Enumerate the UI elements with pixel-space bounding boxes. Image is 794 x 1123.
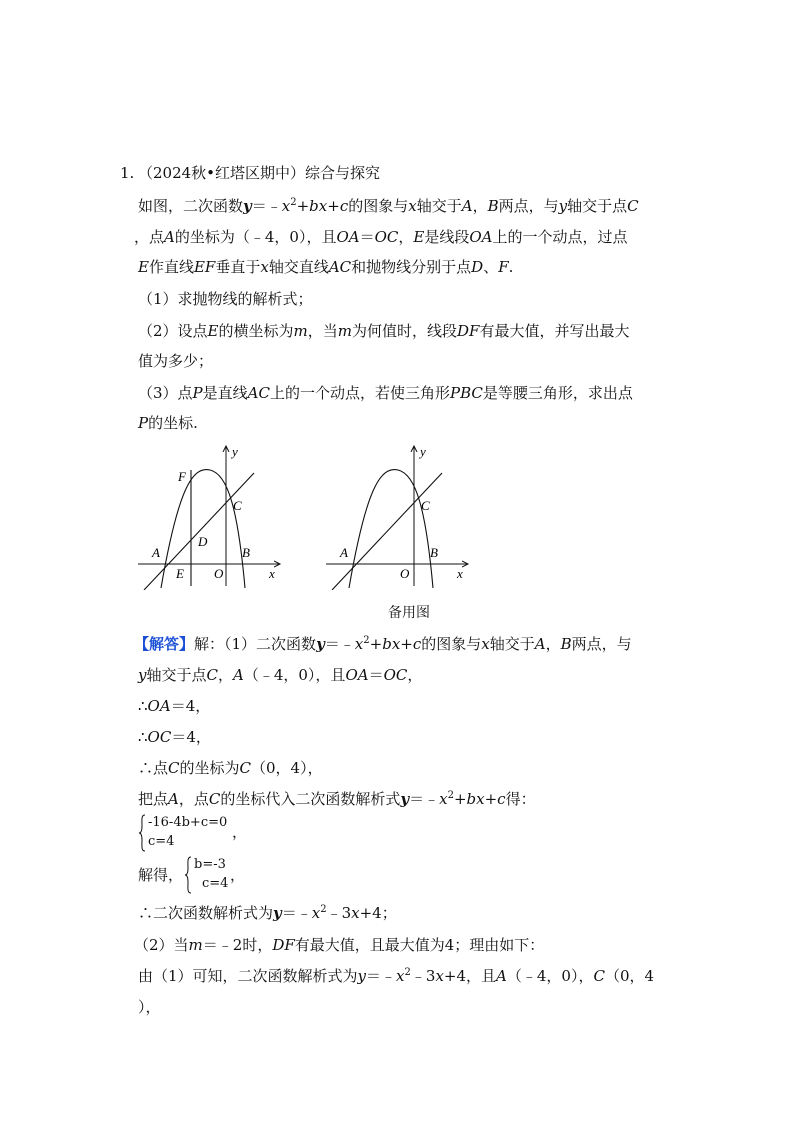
problem-source: （2024秋•红塔区期中）综合与探究 <box>138 164 381 182</box>
question-2-line-1: （2）设点E的横坐标为m，当m为何值时，线段DF有最大值，并写出最大 <box>138 322 630 340</box>
label-x: x <box>457 566 463 581</box>
solution-line-10: 由（1）可知，二次函数解析式为$y=﹣x^2﹣3x+4$，且A（﹣4，0），C（0，4 <box>138 967 655 985</box>
line-ac <box>144 473 254 590</box>
label-b: B <box>242 545 250 560</box>
line-ac <box>332 473 442 590</box>
solution-line-6: 把点A，点C的坐标代入二次函数解析式$y=﹣x^2+bx+c$得： <box>138 790 536 808</box>
figure-1-parabola-diagram <box>130 440 290 590</box>
equation-system-1 <box>138 814 278 852</box>
solution-line-9: （2）当m＝﹣2时，DF有最大值，且最大值为4；理由如下： <box>134 936 545 954</box>
solve-label: 解得， <box>138 866 184 884</box>
label-e: E <box>176 566 184 581</box>
label-a: A <box>152 545 160 560</box>
problem-stem-line-1: 如图，二次函数$y=﹣x^2+bx+c$的图象与x轴交于A，B两点，与y轴交于点C <box>138 197 639 215</box>
left-brace-icon <box>138 814 146 852</box>
question-2-line-2: 值为多少； <box>138 352 214 370</box>
equation-system-2 <box>184 856 264 894</box>
question-1: （1）求抛物线的解析式； <box>138 290 313 308</box>
problem-stem-line-2: ，点A的坐标为（﹣4，0），且OA＝OC，E是线段OA上的一个动点，过点 <box>134 228 628 246</box>
question-3-line-1: （3）点P是直线AC上的一个动点，若使三角形PBC是等腰三角形，求出点 <box>138 384 633 402</box>
label-d: D <box>198 534 208 549</box>
solution-line-1: 【解答】解：（1）二次函数$y=﹣x^2+bx+c$的图象与x轴交于A，B两点，与 <box>134 635 632 653</box>
figure-2-caption: 备用图 <box>388 605 430 621</box>
figure-2-parabola-diagram <box>318 440 478 590</box>
answer-tag: 【解答】 <box>134 635 195 653</box>
solution-line-2: y轴交于点C，A（﹣4，0），且OA＝OC， <box>138 666 423 684</box>
label-y: y <box>232 444 238 459</box>
label-y: y <box>420 444 426 459</box>
comma: ， <box>230 866 246 884</box>
label-f: F <box>178 469 186 484</box>
problem-number: 1. <box>120 164 135 182</box>
solution-line-4: ∴OC＝4， <box>138 728 211 746</box>
solution-line-11: ）， <box>138 998 161 1016</box>
parabola-curve <box>349 470 433 588</box>
solution-line-3: ∴OA＝4， <box>138 697 211 715</box>
label-c: C <box>421 498 430 513</box>
left-brace-icon <box>184 856 192 894</box>
solution-line-5: ∴点C的坐标为C（0，4）， <box>138 759 323 777</box>
equation-row: b=-3 <box>194 857 226 872</box>
label-o: O <box>400 566 410 581</box>
label-a: A <box>340 545 348 560</box>
equation-row: c=4 <box>202 876 229 891</box>
label-b: B <box>430 545 438 560</box>
label-x: x <box>269 566 275 581</box>
comma: ， <box>232 823 248 841</box>
equation-row: -16-4b+c=0 <box>148 815 228 830</box>
parabola-curve <box>161 470 245 588</box>
solution-line-8: ∴二次函数解析式为$y=﹣x^2﹣3x+4$； <box>138 904 397 922</box>
question-3-line-2: P的坐标. <box>138 414 198 432</box>
label-c: C <box>233 498 242 513</box>
label-o: O <box>214 566 224 581</box>
problem-stem-line-3: E作直线EF垂直于x轴交直线AC和抛物线分别于点D、F. <box>138 258 514 276</box>
equation-row: c=4 <box>148 834 175 849</box>
